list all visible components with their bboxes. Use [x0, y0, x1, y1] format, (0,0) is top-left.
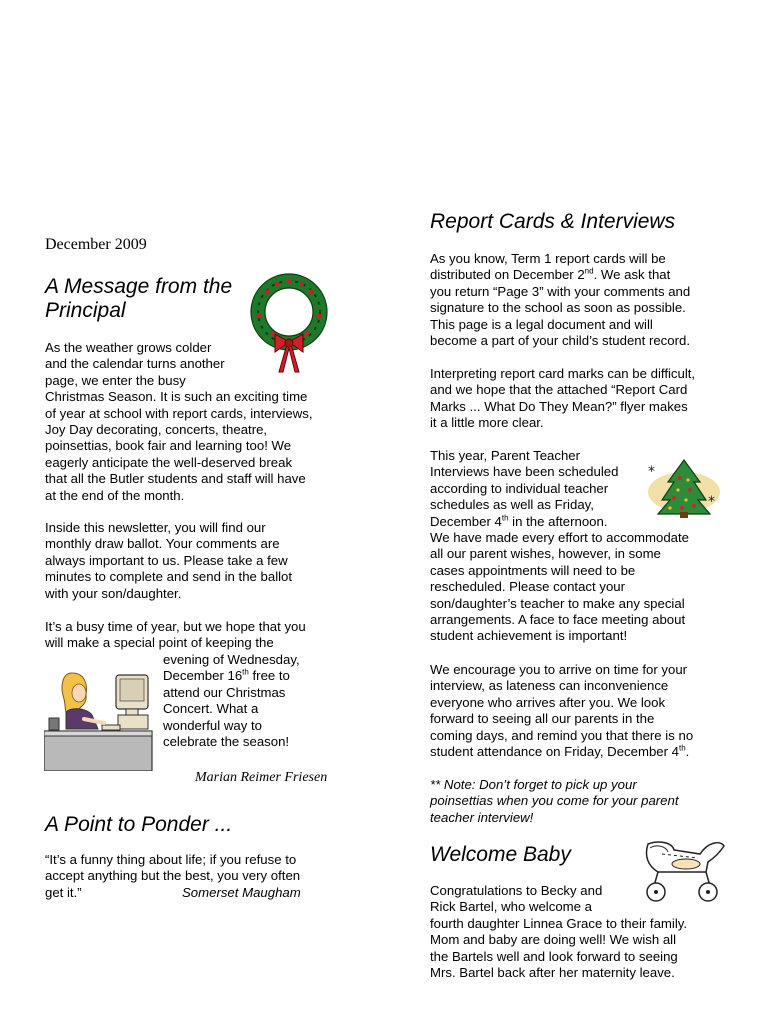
text-line: eagerly anticipate the well-deserved break	[45, 454, 293, 470]
text-line: fourth daughter Linnea Grace to their family.	[430, 915, 688, 931]
text-line: interview, as lateness can inconvenience	[430, 678, 669, 694]
text-line: distributed on December 2nd. We ask that	[430, 267, 671, 283]
text-line: will make a special point of keeping the	[45, 635, 274, 651]
text-line: celebrate the season!	[163, 734, 290, 750]
text-line: minutes to complete and send in the ballot	[45, 569, 293, 585]
text-line: Joy Day decorating, concerts, theatre,	[45, 422, 268, 438]
text-line: Rick Bartel, who welcome a	[430, 899, 592, 915]
text-line: As you know, Term 1 report cards will be	[430, 251, 666, 266]
text-line: Christmas Season. It is such an exciting time	[45, 389, 308, 405]
text-line: that all the Butler students and staff will have	[45, 471, 306, 487]
ponder-heading: A Point to Ponder ...	[45, 813, 233, 836]
svg-text:*: *	[648, 464, 655, 480]
text-line: arrangements. A face to face meeting about	[430, 612, 686, 628]
text-line: cases appointments will need to be	[430, 562, 636, 578]
principal-para1	[45, 340, 345, 504]
text-line: become a part of your child’s student record.	[430, 333, 690, 349]
principal-heading-line2: Principal	[45, 299, 126, 322]
principal-para3-side	[163, 652, 343, 750]
principal-para2	[45, 520, 345, 602]
text-line: Congratulations to Becky and	[430, 883, 603, 898]
text-line: and the calendar turns another	[45, 356, 225, 372]
report-para3	[430, 448, 640, 530]
woman-at-computer-icon	[44, 663, 156, 771]
text-line: signature to the school as soon as possible.	[430, 300, 686, 316]
report-para2	[430, 366, 730, 432]
text-line: and we hope that the attached “Report Card	[430, 382, 688, 398]
text-line: This page is a legal document and will	[430, 316, 653, 332]
text-line: Mrs. Bartel back after her maternity leave.	[430, 965, 675, 981]
text-line: monthly draw ballot. Your comments are	[45, 536, 280, 552]
text-line: the Bartels well and look forward to seeing	[430, 948, 678, 964]
text-line: student achievement is important!	[430, 628, 628, 644]
text-line: accept anything but the best, you very often	[45, 868, 301, 884]
text-line: page, we enter the busy	[45, 372, 186, 388]
svg-text:*: *	[708, 494, 715, 510]
text-line: “It’s a funny thing about life; if you refuse to	[45, 852, 297, 867]
principal-para3	[45, 619, 345, 652]
text-line: Marks ... What Do They Mean?” flyer makes	[430, 398, 688, 414]
text-line: evening of Wednesday,	[163, 652, 300, 667]
newsletter-date: December 2009	[45, 236, 147, 253]
text-line: attend our Christmas	[163, 684, 286, 700]
text-line: everyone who arrives after you. We look	[430, 694, 666, 710]
ponder-author: Somerset Maugham	[182, 885, 301, 900]
text-line: it a little more clear.	[430, 415, 544, 431]
text-line: Interpreting report card marks can be difficult,	[430, 366, 696, 381]
baby-text	[430, 883, 730, 981]
text-line: Interviews have been scheduled	[430, 464, 619, 480]
text-line: wonderful way to	[163, 717, 262, 733]
christmas-tree-icon	[646, 456, 722, 518]
report-para3b	[430, 530, 730, 645]
text-line: student attendance on Friday, December 4th.	[430, 743, 690, 760]
report-para4	[430, 662, 730, 760]
text-line: poinsettias, book fair and learning too! We	[45, 438, 292, 454]
text-line: It’s a busy time of year, but we hope that you	[45, 619, 306, 634]
text-line: December 4th in the afternoon.	[430, 513, 608, 529]
text-line: rescheduled. Please contact your	[430, 579, 625, 595]
report-para1	[430, 251, 730, 349]
baby-heading: Welcome Baby	[430, 843, 571, 866]
text-line: Inside this newsletter, you will find our	[45, 520, 266, 535]
report-note	[430, 777, 730, 826]
principal-heading	[45, 275, 232, 323]
text-line: ** Note: Don’t forget to pick up your	[430, 777, 637, 792]
text-line: always important to us. Please take a few	[45, 552, 288, 568]
text-line: of year at school with report cards, interviews,	[45, 405, 313, 421]
text-line: according to individual teacher	[430, 480, 609, 496]
text-line: son/daughter’s teacher to make any special	[430, 595, 685, 611]
text-line: teacher interview!	[430, 809, 534, 825]
text-line: Concert. What a	[163, 701, 259, 717]
principal-heading-line1: A Message from the	[45, 275, 233, 298]
text-line: This year, Parent Teacher	[430, 448, 581, 463]
text-line: As the weather grows colder	[45, 340, 212, 355]
text-line: coming days, and remind you that there is no	[430, 727, 694, 743]
text-line: you return “Page 3” with your comments and	[430, 283, 691, 299]
text-line: poinsettias when you come for your parent	[430, 793, 679, 809]
text-line: schedules as well as Friday,	[430, 497, 594, 513]
text-line: We encourage you to arrive on time for your	[430, 662, 688, 677]
principal-signature: Marian Reimer Friesen	[195, 770, 328, 785]
text-line: with your son/daughter.	[45, 585, 182, 601]
text-line: at the end of the month.	[45, 487, 185, 503]
text-line: all our parent wishes, however, in some	[430, 546, 661, 562]
text-line: get it.”	[45, 884, 82, 900]
text-line: forward to seeing all our parents in the	[430, 711, 655, 727]
text-line: December 16th free to	[163, 668, 290, 684]
text-line: We have made every effort to accommodate	[430, 530, 689, 545]
text-line: Mom and baby are doing well! We wish all	[430, 932, 677, 948]
report-heading: Report Cards & Interviews	[430, 210, 676, 233]
